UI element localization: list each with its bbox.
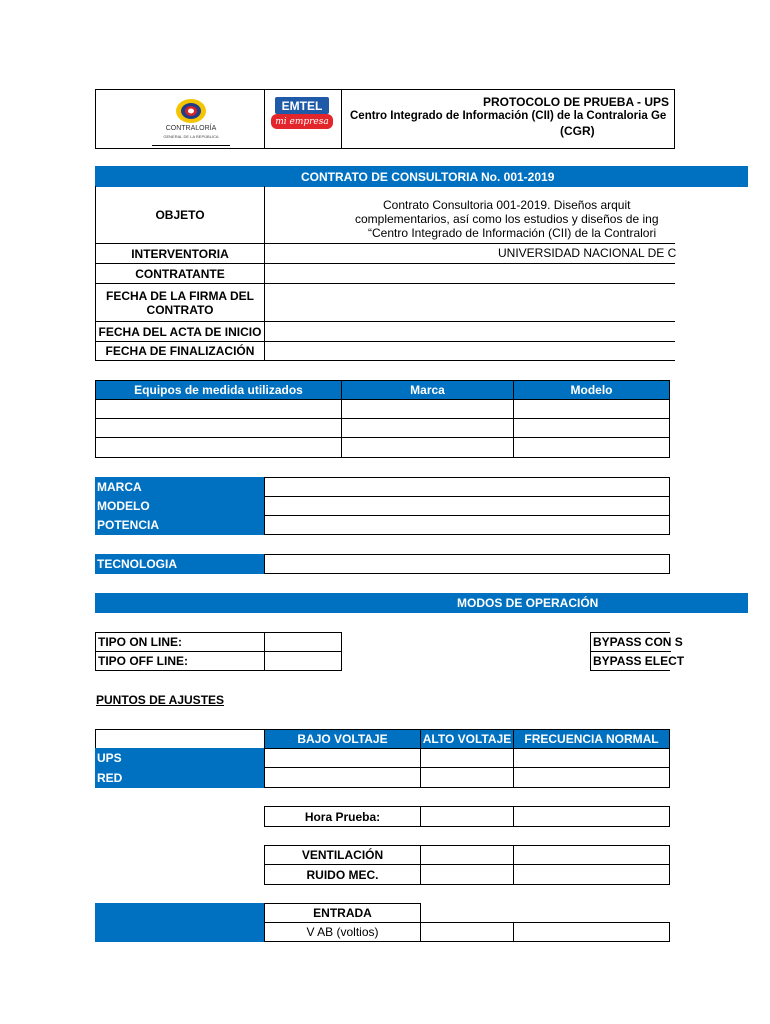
tecnologia-label: TECNOLOGIA [95,554,265,574]
ruido-label: RUIDO MEC. [264,864,421,885]
bypass-block [590,632,685,671]
ventilacion-field-2[interactable] [513,845,670,865]
contract-banner [95,166,748,187]
ajustes-header-frecuencia: FRECUENCIA NORMAL [513,729,670,749]
bypass-row-line [591,651,671,652]
contraloria-logo-text: CONTRALORÍA [165,125,217,132]
contract-banner-text: CONTRATO DE CONSULTORIA No. 001-2019 [301,169,555,184]
tipo-on-line-field[interactable] [264,632,342,652]
bypass-elect-label: BYPASS ELECT [593,654,685,668]
ruido-field-2[interactable] [513,864,670,885]
ajustes-cell[interactable] [264,767,421,788]
puntos-ajustes-title: PUNTOS DE AJUSTES [96,693,225,707]
contratante-field[interactable] [265,264,669,283]
bypass-con-label: BYPASS CON S [593,635,683,649]
tipo-off-line-field[interactable] [264,651,342,671]
fecha-firma-label: FECHA DE LA FIRMA DEL CONTRATO [106,288,254,317]
fecha-fin-field[interactable] [265,342,669,360]
potencia-label: POTENCIA [95,515,265,535]
hora-prueba-field-2[interactable] [513,806,670,827]
entrada-label: ENTRADA [264,903,421,923]
modelo-label: MODELO [95,496,265,516]
ruido-field[interactable] [420,864,514,885]
hora-prueba-label: Hora Prueba: [264,806,421,827]
ventilacion-label: VENTILACIÓN [264,845,421,865]
fecha-fin-label: FECHA DE FINALIZACIÓN [105,344,255,358]
equipos-cell[interactable] [513,437,670,458]
ajustes-row-ups: UPS [95,748,265,768]
ajustes-cell[interactable] [513,748,670,768]
objeto-label: OBJETO [155,208,205,222]
objeto-line-2: complementarios, así como los estudios y diseños de ing [355,212,659,226]
marca-field[interactable] [264,477,670,497]
ajustes-corner-cell [95,729,265,749]
header-title-area [342,92,668,148]
contraloria-logo-subtext: GENERAL DE LA REPÚBLICA [163,134,219,139]
fecha-acta-label: FECHA DEL ACTA DE INICIO [98,324,262,339]
ajustes-header-alto: ALTO VOLTAJE [420,729,514,749]
ajustes-row-red: RED [95,767,265,788]
hora-prueba-field[interactable] [420,806,514,827]
contraloria-logo [152,94,230,146]
ventilacion-field[interactable] [420,845,514,865]
objeto-line-1: Contrato Consultoria 001-2019. Diseños arquit [383,198,631,212]
marca-label: MARCA [95,477,265,497]
tecnologia-field[interactable] [264,554,670,574]
equipos-cell[interactable] [95,418,342,438]
equipos-cell[interactable] [95,399,342,419]
equipos-header-col1: Equipos de medida utilizados [95,380,342,400]
vab-field[interactable] [420,922,514,942]
page-title: PROTOCOLO DE PRUEBA - UPS [483,95,670,109]
contratante-label: CONTRATANTE [135,266,225,281]
modos-banner [95,593,670,613]
modos-banner-text: MODOS DE OPERACIÓN [457,596,599,610]
header-divider-1 [264,89,265,149]
interventoria-value [265,244,677,263]
ajustes-cell[interactable] [513,767,670,788]
contraloria-emblem-icon [173,97,209,125]
vab-label: V AB (voltios) [264,922,421,942]
objeto-line-3: “Centro Integrado de Información (CII) de la Contralori [368,226,657,240]
ajustes-cell[interactable] [264,748,421,768]
modelo-field[interactable] [264,496,670,516]
equipos-cell[interactable] [513,418,670,438]
ajustes-cell[interactable] [420,748,514,768]
equipos-header-col2: Marca [341,380,514,400]
fecha-acta-field[interactable] [265,322,669,341]
page-subtitle: Centro Integrado de Información (CII) de la Contraloria Ge [350,110,667,122]
vab-field-2[interactable] [513,922,670,942]
equipos-cell[interactable] [341,437,514,458]
interventoria-value-text: UNIVERSIDAD NACIONAL DE C [498,246,677,260]
interventoria-label: INTERVENTORIA [131,246,229,261]
tipo-off-line-label: TIPO OFF LINE: [95,651,265,671]
modos-banner-extension [670,593,748,613]
page-subtitle-cgr: (CGR) [560,124,595,138]
row-line [95,360,675,361]
equipos-cell[interactable] [95,437,342,458]
potencia-field[interactable] [264,515,670,535]
equipos-cell[interactable] [513,399,670,419]
fecha-firma-field[interactable] [265,284,669,321]
equipos-header-col3: Modelo [513,380,670,400]
equipos-cell[interactable] [341,418,514,438]
ajustes-header-bajo: BAJO VOLTAJE [264,729,421,749]
emtel-logo [271,97,333,131]
emtel-logo-name: EMTEL [275,97,329,114]
tipo-on-line-label: TIPO ON LINE: [95,632,265,652]
emtel-logo-slogan: mi empresa [271,114,333,129]
objeto-value [265,187,669,243]
equipos-cell[interactable] [341,399,514,419]
ajustes-cell[interactable] [420,767,514,788]
entrada-blue-block [95,903,265,942]
